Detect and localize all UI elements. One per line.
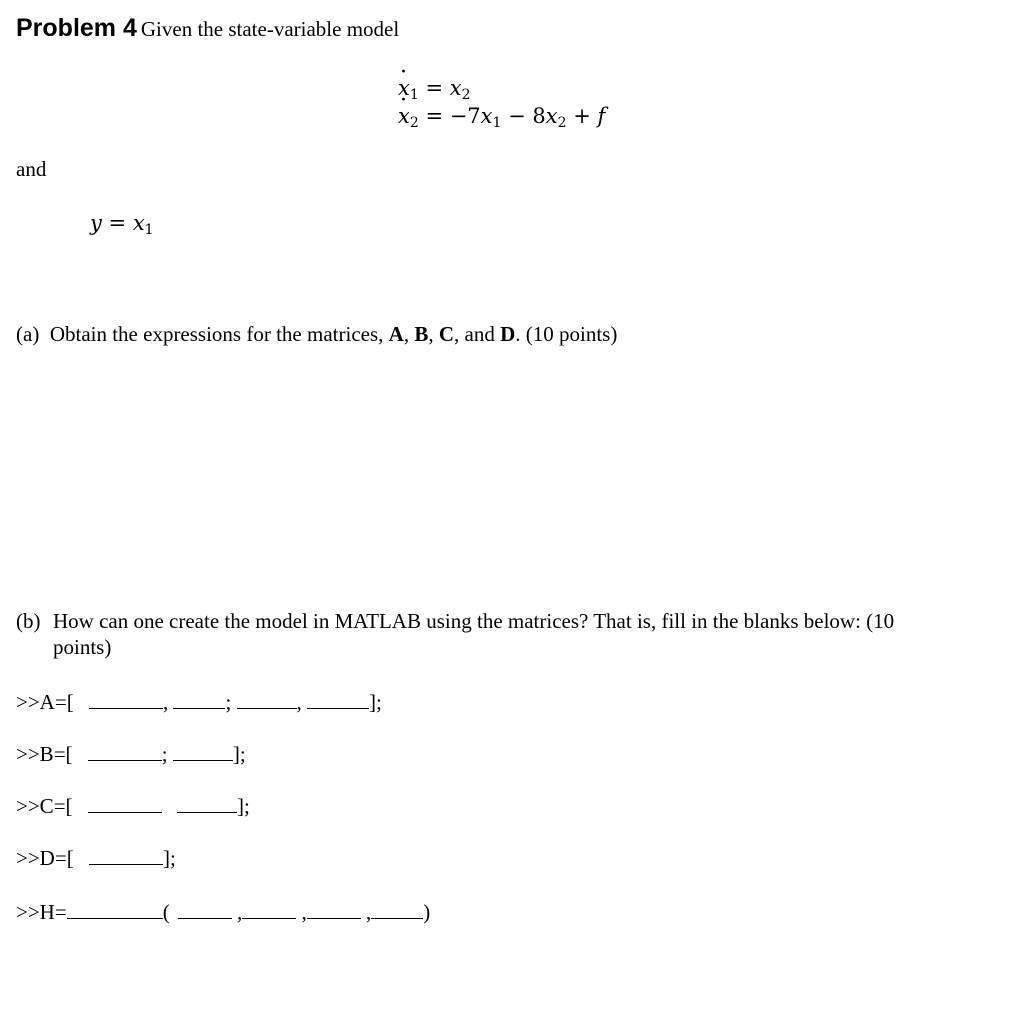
- matlab-d-prefix: >>D=[: [16, 846, 74, 870]
- matlab-b-line: >>B=[ ; ];: [16, 742, 246, 766]
- blank-h-arg-2[interactable]: [242, 902, 296, 919]
- matlab-h-prefix: >>H=: [16, 900, 67, 924]
- part-a: (a) Obtain the expressions for the matrices, A, B, C, and D. (10 points): [16, 322, 618, 346]
- matlab-a-prefix: >>A=[: [16, 690, 74, 714]
- blank-a-3[interactable]: [237, 692, 297, 709]
- blank-d-1[interactable]: [89, 848, 163, 865]
- matrix-c-bold: C: [438, 322, 454, 346]
- matlab-b-prefix: >>B=[: [16, 742, 73, 766]
- part-b-label: (b): [16, 609, 41, 633]
- matrix-b-bold: B: [414, 322, 429, 346]
- matlab-c-line: [16, 794, 250, 819]
- matlab-c-prefix: >>C=[: [16, 794, 73, 818]
- part-a-and: and: [464, 322, 495, 346]
- and-text: and: [16, 157, 47, 181]
- blank-h-function[interactable]: [67, 902, 163, 919]
- matrix-a-bold: A: [388, 322, 404, 346]
- blank-h-arg-1[interactable]: [178, 902, 232, 919]
- part-a-text: Obtain the expressions for the matrices,: [49, 322, 389, 346]
- matlab-b-close: ];: [232, 742, 246, 766]
- blank-h-arg-4[interactable]: [371, 902, 423, 919]
- blank-a-2[interactable]: [173, 692, 225, 709]
- matlab-a-close: ];: [369, 690, 382, 714]
- matlab-d-line: [16, 846, 176, 871]
- state-equation-1: · $x_1 = x_2$: [398, 76, 470, 100]
- part-b-line2: points): [53, 635, 112, 659]
- blank-b-1[interactable]: [88, 744, 162, 761]
- matlab-d-close: ];: [162, 846, 176, 870]
- blank-b-2[interactable]: [173, 744, 233, 761]
- blank-a-4[interactable]: [307, 692, 369, 709]
- problem-heading: [16, 14, 399, 43]
- blank-h-arg-3[interactable]: [307, 902, 361, 919]
- problem-label: Problem 4: [16, 14, 137, 42]
- state-equation-2: · $x_2 = -7x_1 - 8x_2 + f$: [398, 104, 605, 128]
- part-a-label: (a): [16, 322, 40, 346]
- part-b-line1: How can one create the model in MATLAB using the matrices? That is, fill in the blanks below: (10: [53, 609, 895, 633]
- blank-a-1[interactable]: [89, 692, 163, 709]
- output-equation: $y = x_1$: [90, 211, 154, 238]
- blank-c-1[interactable]: [88, 796, 162, 813]
- part-a-points: (10 points): [525, 322, 618, 346]
- blank-c-2[interactable]: [177, 796, 237, 813]
- matlab-h-line: >>H= ( , , , ): [16, 900, 431, 924]
- problem-intro: Given the state-variable model: [140, 17, 400, 41]
- matlab-c-close: ];: [237, 794, 250, 818]
- matlab-a-line: >>A=[ , ; , ];: [16, 690, 382, 714]
- matrix-d-bold: D: [500, 322, 516, 346]
